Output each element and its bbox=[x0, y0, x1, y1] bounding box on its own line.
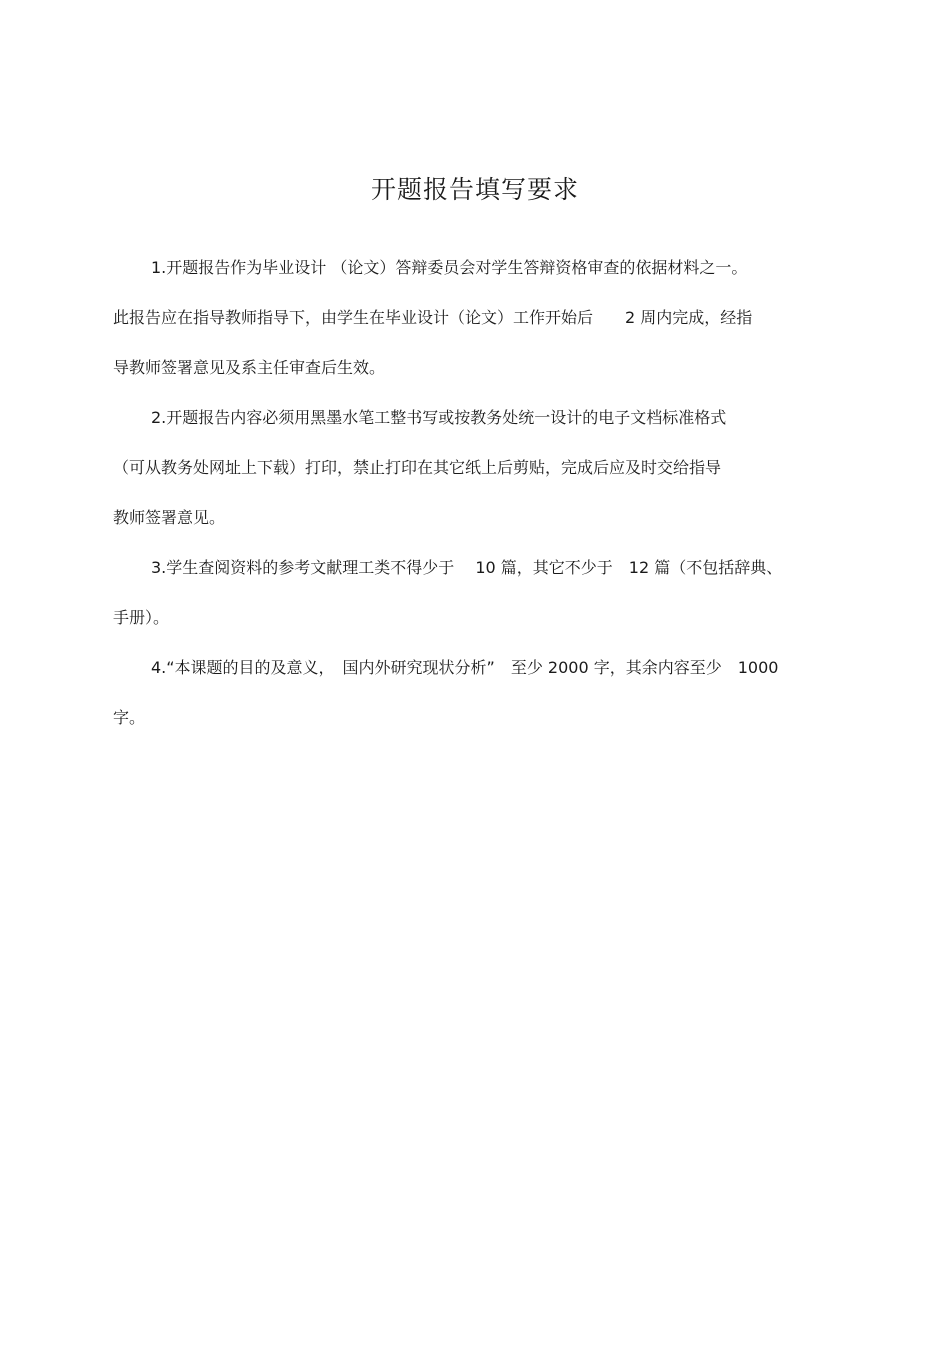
paragraph-line: 2.开题报告内容必须用黑墨水笔工整书写或按教务处统一设计的电子文档标准格式 bbox=[151, 408, 727, 427]
paragraph-line: 字。 bbox=[113, 708, 146, 727]
requirement-item-2 bbox=[113, 393, 843, 543]
paragraph-line: 4.“本课题的目的及意义， 国内外研究现状分析” 至少 2000 字，其余内容至少 1000 bbox=[151, 658, 779, 677]
requirement-item-3 bbox=[113, 543, 843, 643]
paragraph-line: 导教师签署意见及系主任审查后生效。 bbox=[113, 358, 386, 377]
requirement-item-4 bbox=[113, 643, 843, 743]
requirement-item-1 bbox=[113, 243, 843, 393]
paragraph-line: 3.学生查阅资料的参考文献理工类不得少于 10 篇，其它不少于 12 篇（不包括辞典、 bbox=[151, 558, 783, 577]
requirements-body bbox=[113, 243, 843, 743]
paragraph-line: 此报告应在指导教师指导下，由学生在毕业设计（论文）工作开始后 2 周内完成，经指 bbox=[113, 308, 753, 327]
paragraph-line: 1.开题报告作为毕业设计 （论文）答辩委员会对学生答辩资格审查的依据材料之一。 bbox=[151, 258, 748, 277]
page-title: 开题报告填写要求 bbox=[370, 175, 579, 204]
paragraph-line: （可从教务处网址上下载）打印，禁止打印在其它纸上后剪贴，完成后应及时交给指导 bbox=[113, 458, 722, 477]
paragraph-line: 教师签署意见。 bbox=[113, 508, 226, 527]
paragraph-line: 手册）。 bbox=[113, 608, 170, 627]
